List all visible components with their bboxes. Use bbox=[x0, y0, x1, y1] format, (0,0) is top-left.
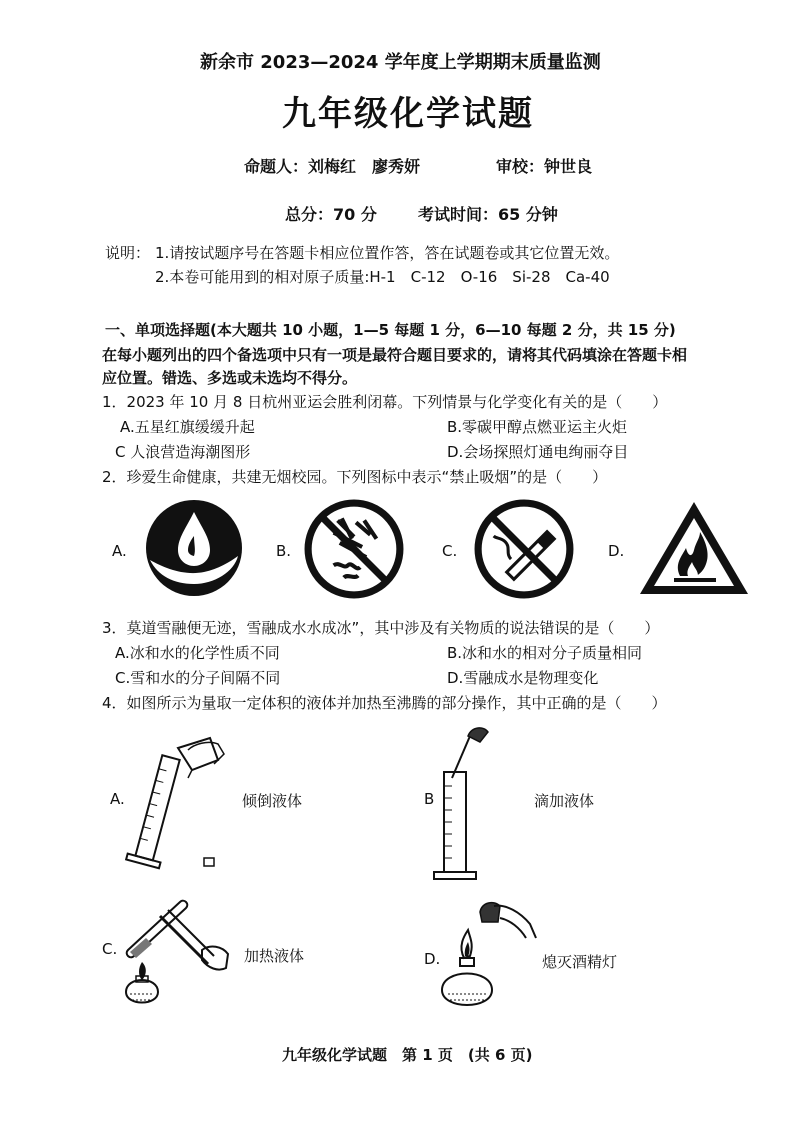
heating-test-tube-illustration bbox=[118, 888, 238, 1018]
q2-option-b-label: B. bbox=[276, 542, 292, 560]
q4-option-b-text: 滴加液体 bbox=[534, 792, 595, 810]
section-instructions-2: 应位置。错选、多选或未选均不得分。 bbox=[102, 369, 358, 387]
q2-option-d-label: D. bbox=[608, 542, 625, 560]
q1-stem: 1．2023 年 10 月 8 日杭州亚运会胜利闭幕。下列情景与化学变化有关的是（ ） bbox=[102, 393, 668, 411]
q3-option-a: A.冰和水的化学性质不同 bbox=[115, 644, 280, 662]
q3-option-c: C.雪和水的分子间隔不同 bbox=[115, 669, 281, 687]
q1-option-a: A.五星红旗缓缓升起 bbox=[120, 418, 255, 436]
page-title: 九年级化学试题 bbox=[282, 94, 534, 134]
q3-stem: 3．莫道雪融便无迹，雪融成水水成冰”，其中涉及有关物质的说法错误的是（ ） bbox=[102, 619, 660, 637]
q3-option-b: B.冰和水的相对分子质量相同 bbox=[447, 644, 643, 662]
total-value: 70 分 bbox=[333, 205, 377, 224]
notes-line-1: 1.请按试题序号在答题卡相应位置作答，答在试题卷或其它位置无效。 bbox=[155, 244, 620, 262]
q2-option-a-label: A. bbox=[112, 542, 127, 560]
page-footer: 九年级化学试题 第 1 页 (共 6 页) bbox=[282, 1046, 533, 1064]
q4-option-d-text: 熄灭酒精灯 bbox=[542, 953, 618, 971]
dropper-illustration bbox=[430, 722, 500, 882]
q4-option-d-letter: D. bbox=[424, 950, 441, 968]
authors: 刘梅红 廖秀妍 bbox=[308, 157, 421, 176]
q4-option-c-letter: C. bbox=[102, 940, 118, 958]
flammable-warning-sign-icon bbox=[636, 498, 752, 598]
q1-option-d: D.会场探照灯通电绚丽夺目 bbox=[447, 443, 629, 461]
q2-option-c-label: C. bbox=[442, 542, 458, 560]
notes-line-2: 2.本卷可能用到的相对原子质量:H-1 C-12 O-16 Si-28 Ca-40 bbox=[155, 268, 610, 286]
reviewer-label: 审校： bbox=[496, 157, 545, 176]
authors-line bbox=[244, 154, 420, 177]
pour-liquid-illustration bbox=[118, 730, 238, 870]
q1-option-c: C 人浪营造海潮图形 bbox=[115, 443, 251, 461]
time-value: 65 分钟 bbox=[498, 205, 558, 224]
authors-label: 命题人： bbox=[244, 157, 309, 176]
monitor-title: 新余市 2023—2024 学年度上学期期末质量监测 bbox=[200, 52, 601, 73]
alcohol-lamp-illustration bbox=[434, 898, 544, 1018]
q4-option-a-text: 倾倒液体 bbox=[242, 792, 303, 810]
notes-label: 说明： bbox=[105, 244, 151, 262]
section-heading: 一、单项选择题(本大题共 10 小题，1—5 每题 1 分，6—10 每题 2 分，共 15 分) bbox=[105, 321, 676, 339]
q2-stem: 2．珍爱生命健康，共建无烟校园。下列图标中表示“禁止吸烟”的是（ ） bbox=[102, 468, 608, 486]
total-label: 总分： bbox=[285, 205, 334, 224]
q4-option-c-text: 加热液体 bbox=[244, 947, 305, 965]
q3-option-d: D.雪融成水是物理变化 bbox=[447, 669, 599, 687]
q1-option-b: B.零碳甲醇点燃亚运主火炬 bbox=[447, 418, 628, 436]
no-smoking-sign-icon bbox=[473, 498, 575, 600]
water-drop-sign-icon bbox=[144, 498, 244, 598]
q4-stem: 4．如图所示为量取一定体积的液体并加热至沸腾的部分操作，其中正确的是（ ） bbox=[102, 694, 667, 712]
no-fireworks-sign-icon bbox=[303, 498, 405, 600]
total-score bbox=[285, 202, 377, 225]
q4-option-b-letter: B bbox=[424, 790, 435, 808]
q4-option-a-letter: A. bbox=[110, 790, 125, 808]
reviewer-line bbox=[496, 154, 592, 177]
exam-time bbox=[418, 202, 558, 225]
reviewer: 钟世良 bbox=[544, 157, 593, 176]
section-instructions-1: 在每小题列出的四个备选项中只有一项是最符合题目要求的，请将其代码填涂在答题卡相 bbox=[102, 346, 688, 364]
time-label: 考试时间： bbox=[418, 205, 499, 224]
